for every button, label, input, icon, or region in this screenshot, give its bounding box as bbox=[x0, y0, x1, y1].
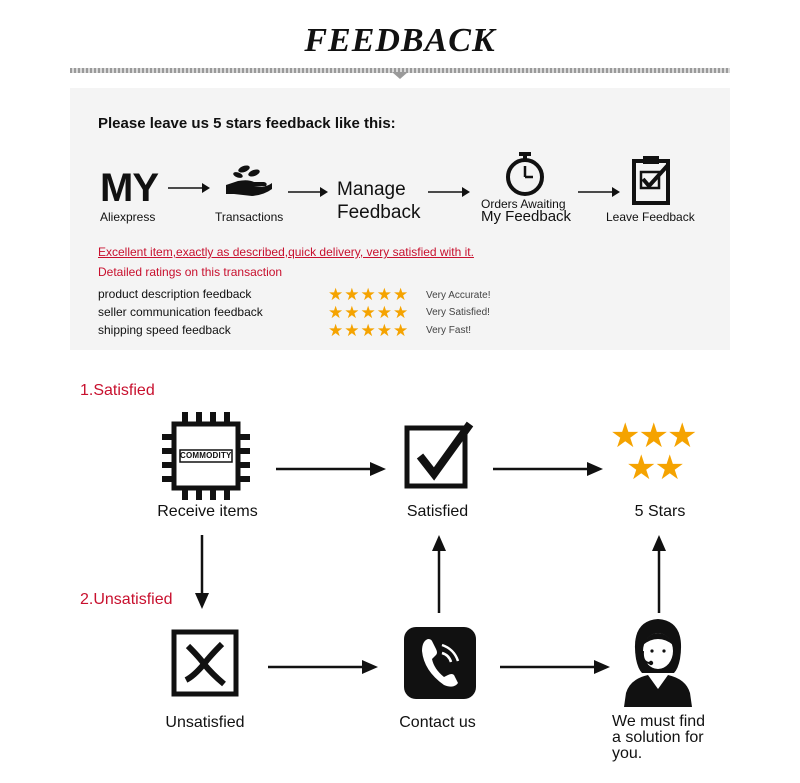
arrow-down-icon bbox=[193, 535, 211, 611]
detailed-ratings-heading: Detailed ratings on this transaction bbox=[98, 265, 283, 279]
transactions-label: Transactions bbox=[215, 210, 284, 224]
orders-awaiting-label: Orders Awaiting bbox=[481, 197, 566, 211]
phone-icon bbox=[404, 627, 476, 699]
rating-label-communication: seller communication feedback bbox=[98, 305, 263, 319]
arrow-right-icon bbox=[288, 184, 328, 200]
rating-stars-shipping: ★★★★★ bbox=[328, 321, 410, 340]
solution-label-line3: you. bbox=[612, 745, 643, 762]
instructions-heading: Please leave us 5 stars feedback like this: bbox=[98, 115, 396, 132]
arrow-right-icon bbox=[168, 180, 210, 196]
five-stars-label: 5 Stars bbox=[634, 503, 686, 520]
checkbox-x-icon bbox=[170, 628, 240, 698]
five-stars-bottom-icon: ★★ bbox=[626, 449, 683, 487]
satisfied-label: Satisfied bbox=[406, 503, 469, 520]
arrow-right-icon bbox=[493, 460, 603, 478]
arrow-right-icon bbox=[578, 184, 620, 200]
manage-feedback-label-line2: Feedback bbox=[337, 202, 421, 223]
receive-items-label: Receive items bbox=[157, 503, 258, 520]
arrow-right-icon bbox=[428, 184, 470, 200]
checkbox-checked-icon bbox=[404, 420, 474, 490]
satisfied-step-title: 1.Satisfied bbox=[80, 382, 155, 399]
five-stars-top-icon: ★★★ bbox=[610, 417, 696, 455]
rating-value-product: Very Accurate! bbox=[426, 290, 491, 301]
clipboard-check-icon bbox=[628, 155, 676, 205]
example-comment: Excellent item,exactly as described,quick delivery, very satisfied with it. bbox=[98, 245, 474, 259]
page-title: FEEDBACK bbox=[304, 22, 496, 59]
arrow-right-icon bbox=[276, 460, 386, 478]
rating-value-communication: Very Satisfied! bbox=[426, 307, 490, 318]
arrow-right-icon bbox=[500, 658, 610, 676]
leave-feedback-label: Leave Feedback bbox=[606, 210, 695, 224]
rating-label-shipping: shipping speed feedback bbox=[98, 323, 231, 337]
rating-stars-product: ★★★★★ bbox=[328, 285, 410, 304]
unsatisfied-label: Unsatisfied bbox=[165, 714, 245, 731]
hand-coins-icon bbox=[224, 163, 274, 199]
my-aliexpress-logo: MY bbox=[100, 166, 158, 210]
arrow-up-icon bbox=[650, 535, 668, 613]
support-agent-icon bbox=[622, 615, 694, 707]
commodity-label: COMMODITY bbox=[180, 451, 232, 460]
rating-label-product: product description feedback bbox=[98, 287, 252, 301]
solution-label-line1: We must find bbox=[612, 713, 706, 730]
my-aliexpress-label: Aliexpress bbox=[100, 210, 156, 224]
arrow-right-icon bbox=[268, 658, 378, 676]
solution-label-line2: a solution for bbox=[612, 729, 704, 746]
rating-stars-communication: ★★★★★ bbox=[328, 303, 410, 322]
arrow-up-icon bbox=[430, 535, 448, 613]
divider-notch bbox=[392, 72, 408, 79]
manage-feedback-label-line1: Manage bbox=[337, 179, 406, 200]
clock-icon bbox=[504, 152, 546, 196]
my-feedback-label: My Feedback bbox=[481, 208, 572, 225]
unsatisfied-step-title: 2.Unsatisfied bbox=[80, 591, 173, 608]
contact-us-label: Contact us bbox=[399, 714, 476, 731]
rating-value-shipping: Very Fast! bbox=[426, 325, 472, 336]
